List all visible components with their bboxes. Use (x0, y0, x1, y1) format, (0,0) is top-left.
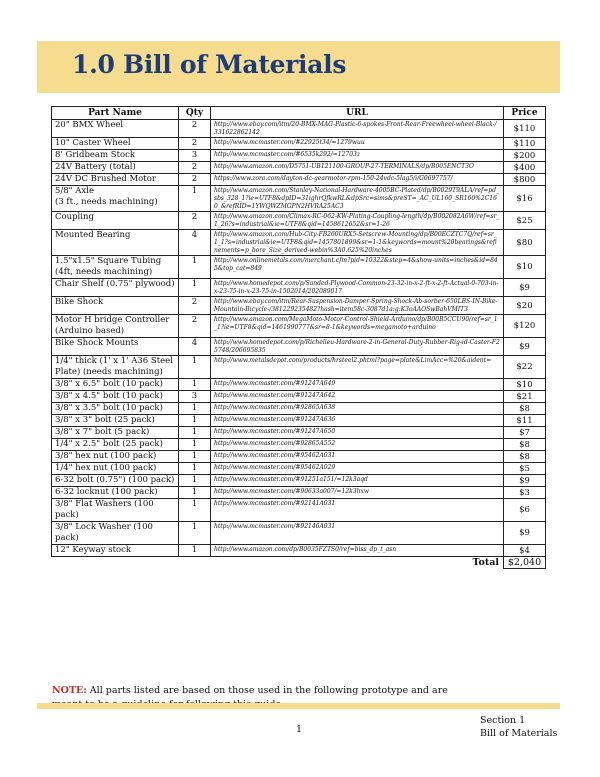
qty-cell: 3 (179, 150, 211, 162)
table-row (52, 391, 546, 403)
table-row (52, 545, 546, 557)
price-cell: $800 (504, 174, 546, 186)
url-cell[interactable]: http://www.ebay.com/itm/Rear-Suspension-Damper-Spring-Shock-Ab-sorber-650LBS-IN-Bike-Mountain-Bicycle-/381229235482?hash=item58c-3087d1a:g:K3oAAOSwBahVMIT3 (211, 297, 504, 315)
url-cell[interactable]: http://www.mcmaster.com/#91247A636 (211, 415, 504, 427)
qty-cell: 1 (179, 379, 211, 391)
part-name-cell: 3/8" x 6.5" bolt (10 pack) (52, 379, 179, 391)
part-name-cell: Bike Shock Mounts (52, 338, 179, 356)
url-cell[interactable]: https://www.zoro.com/dayton-dc-gearmotor-rpm-150-24vdc-5lag5/i/G0697757/ (211, 174, 504, 186)
table-row (52, 174, 546, 186)
table-row (52, 338, 546, 356)
price-cell: $4 (504, 545, 546, 557)
table-row (52, 427, 546, 439)
table-row (52, 315, 546, 338)
url-cell[interactable]: http://www.mcmaster.com/#91251a151/=12k3aqd (211, 475, 504, 487)
table-row (52, 150, 546, 162)
url-cell[interactable]: http://www.mcmaster.com/#95462A031 (211, 451, 504, 463)
page-number: 1 (296, 724, 303, 735)
table-row (52, 230, 546, 256)
url-cell[interactable]: http://www.homedepot.com/p/Sanded-Plywood-Common-23-32-in-x-2-ft-x-2-ft-Actual-0-703-in-x-23-75-in-x-23-75-in-1502014/202089017 (211, 279, 504, 297)
price-cell: $7 (504, 427, 546, 439)
price-cell: $20 (504, 297, 546, 315)
qty-cell: 1 (179, 522, 211, 545)
price-cell: $120 (504, 315, 546, 338)
price-cell: $9 (504, 338, 546, 356)
part-name-cell: 20" BMX Wheel (52, 120, 179, 138)
part-name-cell: Bike Shock (52, 297, 179, 315)
price-cell: $10 (504, 379, 546, 391)
url-cell[interactable]: http://www.mcmaster.com/#92865A638 (211, 403, 504, 415)
qty-cell: 2 (179, 120, 211, 138)
qty-cell: 1 (179, 499, 211, 522)
part-name-cell: 3/8" x 3" bolt (25 pack) (52, 415, 179, 427)
url-cell[interactable]: http://www.amazon.com/Hub-City-FB260URX5-Setscrew-Mounting/dp/B00ECZTC7Q/ref=sr_1_1?s=industrial&ie=UTF8&qid=1457801899&sr=1-1&keywords=mount%20bearings&refinements=p_bore_Size_derived-webin%3A0.625%20inches (211, 230, 504, 256)
part-name-cell: Motor H bridge Controller (Arduino based) (52, 315, 179, 338)
price-cell: $3 (504, 487, 546, 499)
part-name-cell: 6-32 bolt (0.75") (100 pack) (52, 475, 179, 487)
part-name-cell: 1.5"x1.5" Square Tubing (4ft, needs machining) (52, 256, 179, 279)
part-name-cell: 3/8" hex nut (100 pack) (52, 451, 179, 463)
qty-cell: 1 (179, 356, 211, 379)
qty-cell: 3 (179, 391, 211, 403)
qty-cell: 1 (179, 451, 211, 463)
part-name-cell: 3/8" x 3.5" bolt (10 pack) (52, 403, 179, 415)
table-row (52, 297, 546, 315)
total-label: Total (472, 557, 499, 568)
table-row (52, 356, 546, 379)
table-row (52, 279, 546, 297)
table-row (52, 162, 546, 174)
qty-cell: 1 (179, 415, 211, 427)
part-name-cell: 3/8" x 7" bolt (5 pack) (52, 427, 179, 439)
footer-band (37, 703, 560, 709)
url-cell[interactable]: http://www.amazon.com/MegaMoto-Motor-Control-Shield-Arduino/dp/B00B5CCU90/ref=sr_1_1?ie=UTF8&qid=1461990777&sr=8-1&keywords=megamoto+arduino (211, 315, 504, 338)
note-label: NOTE: (52, 685, 87, 696)
table-row (52, 487, 546, 499)
qty-cell: 1 (179, 256, 211, 279)
qty-cell: 1 (179, 487, 211, 499)
part-name-cell: Mounted Bearing (52, 230, 179, 256)
price-cell: $200 (504, 150, 546, 162)
column-header-url: URL (211, 107, 504, 120)
table-row (52, 475, 546, 487)
table-row (52, 120, 546, 138)
qty-cell: 1 (179, 403, 211, 415)
qty-cell: 1 (179, 475, 211, 487)
part-name-cell: 5/8" Axle (3 ft., needs machining) (52, 186, 179, 212)
qty-cell: 4 (179, 338, 211, 356)
column-header-qty: Qty (179, 107, 211, 120)
url-cell[interactable]: http://www.ebay.com/itm/20-BMX-MAG-Plastic-6-spokes-Front-Rear-Freewheel-wheel-Black-/331622862142 (211, 120, 504, 138)
url-cell[interactable]: http://www.amazon.com/Climax-RC-062-KW-Plating-Coupling-length/dp/B002082A6W/ref=sr_1_26?s=industrial&ie=UTF8&qid=1458612652&sr=1-26 (211, 212, 504, 230)
url-cell[interactable]: http://www.mcmaster.com/#90633a007/=12k3hxw (211, 487, 504, 499)
price-cell: $8 (504, 439, 546, 451)
table-row (52, 451, 546, 463)
table-row (52, 499, 546, 522)
table-row (52, 256, 546, 279)
qty-cell: 4 (179, 230, 211, 256)
qty-cell: 2 (179, 174, 211, 186)
price-cell: $10 (504, 256, 546, 279)
price-cell: $11 (504, 415, 546, 427)
url-cell[interactable]: http://www.onlinemetals.com/merchant.cfm?pid=10322&step=4&show-units=inches&id=845&top_cat=849 (211, 256, 504, 279)
qty-cell: 1 (179, 279, 211, 297)
url-cell[interactable]: http://www.mcmaster.com/#92865A552 (211, 439, 504, 451)
price-cell: $8 (504, 451, 546, 463)
section-label (480, 714, 557, 740)
url-cell[interactable]: http://www.amazon.com/dp/B0035FZTS0/ref=biss_dp_t_asn (211, 545, 504, 557)
table-row (52, 439, 546, 451)
part-name-cell: Coupling (52, 212, 179, 230)
part-name-cell: 3/8" Lock Washer (100 pack) (52, 522, 179, 545)
table-body (52, 120, 546, 557)
price-cell: $110 (504, 120, 546, 138)
url-cell[interactable]: http://www.mcmaster.com/#91247A642 (211, 391, 504, 403)
price-cell: $9 (504, 475, 546, 487)
part-name-cell: 1/4" thick (1' x 1' A36 Steel Plate) (needs machining) (52, 356, 179, 379)
url-cell[interactable]: http://www.homedepot.com/p/Richelieu-Hardware-2-in-General-Duty-Rubber-Rig-id-Caster-F25748/206695835 (211, 338, 504, 356)
section-line-2: Bill of Materials (480, 728, 558, 739)
qty-cell: 1 (179, 439, 211, 451)
price-cell: $21 (504, 391, 546, 403)
part-name-cell: Chair Shelf (0.75" plywood) (52, 279, 179, 297)
part-name-cell: 12" Keyway stock (52, 545, 179, 557)
price-cell: $16 (504, 186, 546, 212)
url-cell[interactable]: http://www.amazon.com/Stanley-National-Hardware-4005BC-Plated/dp/B0029T9ALA/ref=pd_sbs_328_1?ie=UTF8&dpID=31ighrQfkwRL&dpSrc=sims&preST=_AC_UL160_SR160%2C160_&refRID=1YWQWZMGPN2HVRA25AC3 (211, 186, 504, 212)
price-cell: $8 (504, 403, 546, 415)
part-name-cell: 1/4" x 2.5" bolt (25 pack) (52, 439, 179, 451)
url-cell[interactable]: http://www.mcmaster.com/#92141A031 (211, 499, 504, 522)
table-row (52, 403, 546, 415)
table-row (52, 138, 546, 150)
qty-cell: 1 (179, 186, 211, 212)
url-cell[interactable]: http://www.amazon.com/D5751-UB121100-GROUP-27-TERMINALS/dp/B005ENCT3O (211, 162, 504, 174)
column-header-price: Price (504, 107, 546, 120)
part-name-cell: 24V DC Brushed Motor (52, 174, 179, 186)
qty-cell: 2 (179, 297, 211, 315)
qty-cell: 2 (179, 162, 211, 174)
price-cell: $22 (504, 356, 546, 379)
part-name-cell: 6-32 locknut (100 pack) (52, 487, 179, 499)
column-header-part-name: Part Name (52, 107, 179, 120)
price-cell: $25 (504, 212, 546, 230)
qty-cell: 2 (179, 138, 211, 150)
url-cell[interactable]: http://www.mcmaster.com/#91247A649 (211, 379, 504, 391)
part-name-cell: 1/4" hex nut (100 pack) (52, 463, 179, 475)
table-row (52, 379, 546, 391)
url-cell[interactable]: http://www.mcmaster.com/#6535k292/=12703z (211, 150, 504, 162)
qty-cell: 1 (179, 427, 211, 439)
price-cell: $9 (504, 279, 546, 297)
table-row (52, 212, 546, 230)
url-cell[interactable]: http://www.metalsdepot.com/products/hrsteel2.phtml?page=plate&LimAcc=%20&aident= (211, 356, 504, 379)
url-cell[interactable]: http://www.mcmaster.com/#95462A029 (211, 463, 504, 475)
url-cell[interactable]: http://www.mcmaster.com/#22925t34/=1279wuu (211, 138, 504, 150)
price-cell: $400 (504, 162, 546, 174)
part-name-cell: 3/8" x 4.5" bolt (10 pack) (52, 391, 179, 403)
table-row (52, 186, 546, 212)
page-title: 1.0 Bill of Materials (72, 50, 347, 79)
table-row (52, 415, 546, 427)
qty-cell: 1 (179, 463, 211, 475)
table-row (52, 463, 546, 475)
part-name-cell: 3/8" Flat Washers (100 pack) (52, 499, 179, 522)
table-header-row (52, 107, 546, 120)
table-row (52, 522, 546, 545)
qty-cell: 2 (179, 212, 211, 230)
bill-of-materials-table (51, 106, 546, 569)
url-cell[interactable]: http://www.mcmaster.com/#91247A650 (211, 427, 504, 439)
qty-cell: 1 (179, 545, 211, 557)
price-cell: $6 (504, 499, 546, 522)
part-name-cell: 8' Gridbeam Stock (52, 150, 179, 162)
url-cell[interactable]: http://www.mcmaster.com/#92146A031 (211, 522, 504, 545)
section-line-1: Section 1 (480, 715, 526, 726)
total-value: $2,040 (504, 557, 546, 569)
price-cell: $110 (504, 138, 546, 150)
price-cell: $9 (504, 522, 546, 545)
part-name-cell: 24V Battery (total) (52, 162, 179, 174)
part-name-cell: 10" Caster Wheel (52, 138, 179, 150)
price-cell: $5 (504, 463, 546, 475)
qty-cell: 2 (179, 315, 211, 338)
note-text: All parts listed are based on those used in the following prototype and are (89, 685, 448, 696)
price-cell: $80 (504, 230, 546, 256)
total-row (52, 557, 546, 569)
